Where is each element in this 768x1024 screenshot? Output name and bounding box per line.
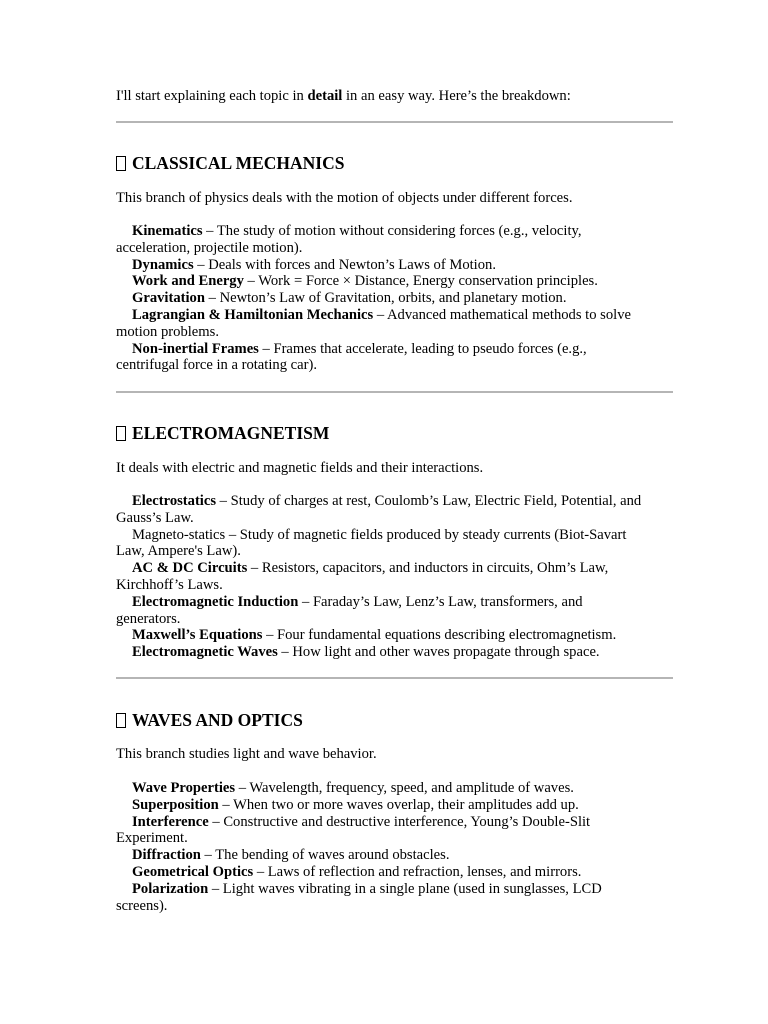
item-term: Work and Energy — [132, 273, 244, 290]
list-item — [116, 560, 646, 594]
section-description: It deals with electric and magnetic fields and their interactions. — [116, 460, 484, 476]
list-item — [116, 257, 646, 274]
section-divider — [116, 391, 673, 393]
item-text: – Frames that accelerate, leading to pseudo forces (e.g., centrifugal force in a rotating car). — [116, 340, 587, 374]
missing-glyph-icon — [116, 156, 126, 171]
item-term: Geometrical Optics — [132, 863, 254, 880]
list-item — [116, 493, 646, 527]
section-title-text: ELECTROMAGNETISM — [132, 423, 330, 443]
list-item — [116, 847, 646, 864]
item-text: – How light and other waves propagate through space. — [277, 644, 600, 661]
item-term: Polarization — [132, 880, 209, 897]
section-title-waves-and-optics — [116, 710, 676, 730]
item-text: – When two or more waves overlap, their amplitudes add up. — [218, 796, 579, 813]
item-term: Electromagnetic Waves — [132, 644, 278, 661]
item-term: Dynamics — [132, 256, 194, 273]
intro-paragraph — [116, 88, 676, 105]
section-divider — [116, 121, 673, 123]
missing-glyph-icon — [116, 713, 126, 728]
section-title-text: WAVES AND OPTICS — [132, 710, 303, 730]
list-item — [116, 881, 646, 915]
item-text: – Four fundamental equations describing electromagnetism. — [262, 627, 617, 644]
list-item — [116, 814, 646, 848]
item-text: – Constructive and destructive interference, Young’s Double-Slit Experiment. — [116, 813, 591, 847]
item-term: Maxwell’s Equations — [132, 627, 263, 644]
topic-list — [116, 780, 646, 914]
list-item — [116, 307, 646, 341]
list-item — [116, 644, 646, 661]
item-text: – Light waves vibrating in a single plane (used in sunglasses, LCD screens). — [116, 880, 602, 914]
topic-list — [116, 493, 646, 661]
item-text: – Deals with forces and Newton’s Laws of Motion. — [193, 256, 496, 273]
list-item — [116, 290, 646, 307]
section-title-classical-mechanics — [116, 153, 676, 173]
topic-list — [116, 223, 646, 374]
item-text: – Advanced mathematical methods to solve motion problems. — [116, 306, 631, 340]
item-term: Electrostatics — [132, 493, 217, 509]
list-item — [116, 527, 646, 561]
list-item — [116, 223, 646, 257]
item-term: Kinematics — [132, 223, 203, 239]
item-term: Lagrangian & Hamiltonian Mechanics — [132, 306, 374, 323]
item-text: – Work = Force × Distance, Energy conservation principles. — [243, 273, 598, 290]
section-divider — [116, 677, 673, 679]
intro-text-before: I'll start explaining each topic in — [116, 88, 308, 104]
item-term: Superposition — [132, 796, 219, 813]
list-item — [116, 594, 646, 628]
section-description: This branch of physics deals with the motion of objects under different forces. — [116, 190, 573, 206]
item-text: – Newton’s Law of Gravitation, orbits, and planetary motion. — [204, 290, 567, 307]
missing-glyph-icon — [116, 426, 126, 441]
item-term: Wave Properties — [132, 780, 236, 796]
item-term: Non-inertial Frames — [132, 340, 259, 357]
item-text: – Laws of reflection and refraction, lenses, and mirrors. — [253, 863, 582, 880]
item-term: Gravitation — [132, 290, 205, 307]
list-item — [116, 273, 646, 290]
item-term: AC & DC Circuits — [132, 560, 248, 577]
section-title-electromagnetism — [116, 423, 676, 443]
item-text: – Wavelength, frequency, speed, and amplitude of waves. — [235, 780, 574, 796]
list-item — [116, 864, 646, 881]
item-text: – Study of charges at rest, Coulomb’s Law, Electric Field, Potential, and Gauss’s Law. — [116, 493, 642, 526]
section-title-text: CLASSICAL MECHANICS — [132, 153, 345, 173]
item-term: Interference — [132, 813, 209, 830]
intro-bold-word: detail — [307, 88, 343, 104]
item-term: Electromagnetic Induction — [132, 593, 299, 610]
item-text: – The bending of waves around obstacles. — [200, 847, 450, 864]
item-text: Magneto-statics – Study of magnetic fields produced by steady currents (Biot-Savart Law, Ampere's Law). — [116, 526, 627, 560]
item-text: – Resistors, capacitors, and inductors in circuits, Ohm’s Law, Kirchhoff’s Laws. — [116, 560, 609, 593]
item-text: – The study of motion without considering forces (e.g., velocity, acceleration, projectile motion). — [116, 223, 582, 256]
section-description: This branch studies light and wave behavior. — [116, 746, 377, 762]
item-term: Diffraction — [132, 847, 201, 864]
list-item — [116, 797, 646, 814]
intro-text-after: in an easy way. Here’s the breakdown: — [342, 88, 571, 104]
item-text: – Faraday’s Law, Lenz’s Law, transformers, and generators. — [116, 593, 583, 627]
list-item — [116, 341, 646, 375]
list-item — [116, 780, 646, 797]
list-item — [116, 627, 646, 644]
